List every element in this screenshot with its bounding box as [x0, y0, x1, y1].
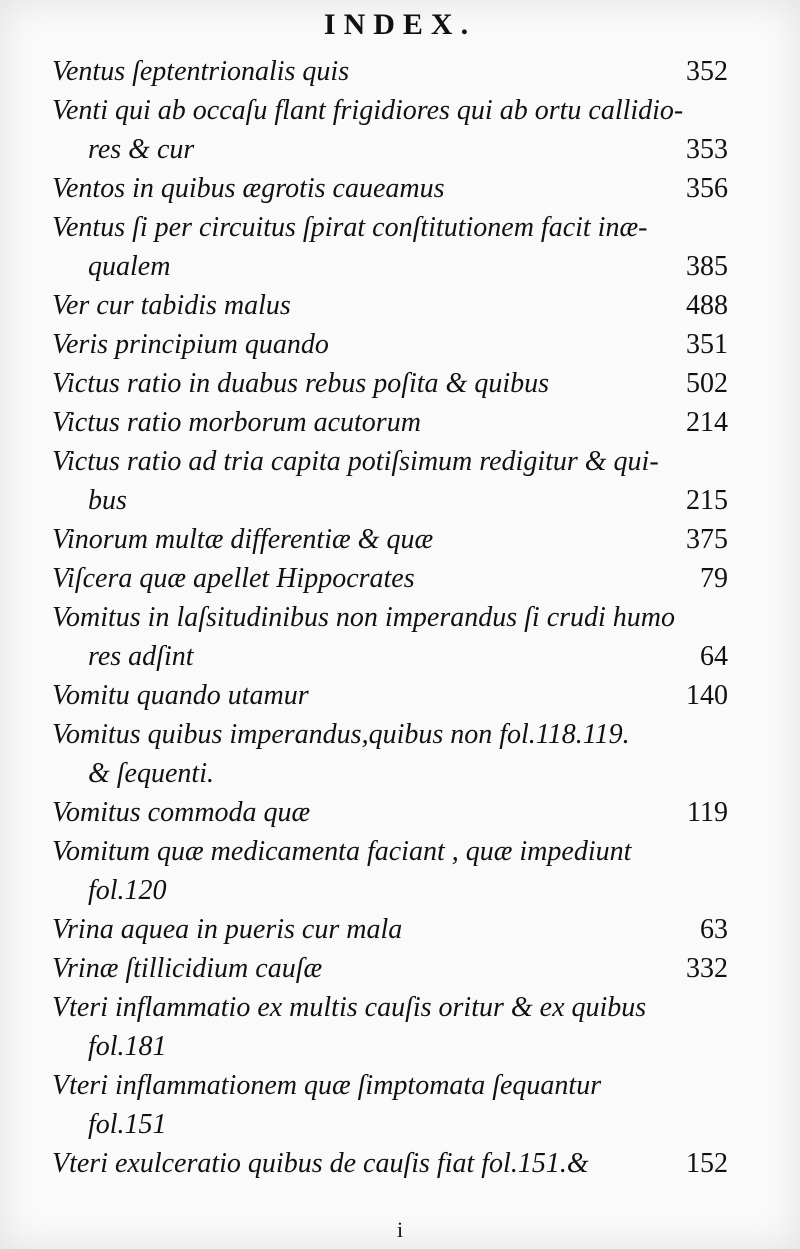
index-entry	[52, 676, 728, 715]
entry-page-number: 502	[686, 368, 728, 399]
entry-page-number: 215	[686, 485, 728, 516]
entry-text: Victus ratio ad tria capita potiſsimum redigitur & qui-	[52, 446, 659, 477]
entry-text: Viſcera quæ apellet Hippocrates	[52, 563, 415, 594]
index-entry	[52, 715, 728, 793]
entry-text: Vrinæ ſtillicidium cauſæ	[52, 953, 323, 984]
entry-text: Ver cur tabidis malus	[52, 290, 291, 321]
index-entry	[52, 520, 728, 559]
index-entry	[52, 208, 728, 286]
entry-page-number: 488	[686, 290, 728, 321]
entry-text: Vomitu quando utamur	[52, 680, 309, 711]
entry-page-number: 375	[686, 524, 728, 555]
entry-page-number: 356	[686, 173, 728, 204]
entry-text: Vteri exulceratio quibus de cauſis fiat fol.151.&	[52, 1148, 589, 1179]
entry-text: Vteri inflammatio ex multis cauſis oritur & ex quibus	[52, 992, 647, 1023]
entry-page-number: 352	[686, 56, 728, 87]
index-entry	[52, 598, 728, 676]
entry-continuation: & ſequenti.	[88, 758, 214, 789]
entry-page-number: 353	[686, 134, 728, 165]
index-entry	[52, 442, 728, 520]
entry-text: Vomitus quibus imperandus,quibus non fol.118.119.	[52, 719, 630, 750]
index-entry	[52, 559, 728, 598]
entry-page-number: 79	[700, 563, 728, 594]
index-entry	[52, 988, 728, 1066]
entry-text: Vteri inflammationem quæ ſimptomata ſequantur	[52, 1070, 602, 1101]
entry-continuation: bus	[88, 485, 127, 516]
entry-text: Ventus ſeptentrionalis quis	[52, 56, 350, 87]
index-entry	[52, 910, 728, 949]
index-entry	[52, 1144, 728, 1183]
entry-text: Ventus ſi per circuitus ſpirat conſtitutionem facit inæ-	[52, 212, 648, 243]
entry-text: Victus ratio morborum acutorum	[52, 407, 421, 438]
index-entry	[52, 286, 728, 325]
entry-page-number: 385	[686, 251, 728, 282]
index-entry	[52, 91, 728, 169]
index-entry	[52, 364, 728, 403]
entry-continuation: res & cur	[88, 134, 195, 165]
entry-continuation: fol.181	[88, 1031, 167, 1062]
index-entry	[52, 52, 728, 91]
entry-text: Victus ratio in duabus rebus poſita & quibus	[52, 368, 550, 399]
entry-continuation: fol.120	[88, 875, 167, 906]
entry-continuation: res adſint	[88, 641, 194, 672]
index-entry	[52, 169, 728, 208]
index-entry	[52, 325, 728, 364]
index-entries	[52, 52, 728, 1183]
entry-text: Ventos in quibus ægrotis caueamus	[52, 173, 445, 204]
index-entry	[52, 832, 728, 910]
entry-continuation: fol.151	[88, 1109, 167, 1140]
index-entry	[52, 793, 728, 832]
entry-page-number: 351	[686, 329, 728, 360]
index-entry	[52, 949, 728, 988]
entry-text: Venti qui ab occaſu flant frigidiores qui ab ortu callidio-	[52, 95, 684, 126]
index-entry	[52, 1066, 728, 1144]
signature-mark: i	[396, 1217, 404, 1242]
entry-page-number: 140	[686, 680, 728, 711]
entry-page-number: 214	[686, 407, 728, 438]
entry-continuation: qualem	[88, 251, 171, 282]
entry-page-number: 63	[700, 914, 728, 945]
entry-text: Veris principium quando	[52, 329, 329, 360]
entry-text: Vomitus in laſsitudinibus non imperandus ſi crudi humo	[52, 602, 676, 633]
entry-text: Vrina aquea in pueris cur mala	[52, 914, 403, 945]
entry-page-number: 64	[700, 641, 728, 672]
entry-page-number: 332	[686, 953, 728, 984]
entry-text: Vomitus commoda quæ	[52, 797, 311, 828]
entry-text: Vinorum multæ differentiæ & quæ	[52, 524, 434, 555]
entry-page-number: 119	[687, 797, 728, 828]
entry-text: Vomitum quæ medicamenta faciant , quæ impediunt	[52, 836, 632, 867]
entry-page-number: 152	[686, 1148, 728, 1179]
index-header: INDEX.	[323, 8, 477, 41]
index-entry	[52, 403, 728, 442]
